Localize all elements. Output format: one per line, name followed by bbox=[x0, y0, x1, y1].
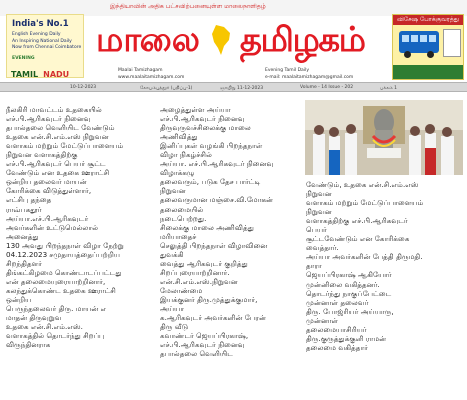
masthead bbox=[0, 0, 467, 95]
article-line: எட்சிபு தந்தை bbox=[6, 195, 52, 205]
article-line: சிறப்புரையாற்றினார். bbox=[160, 267, 230, 277]
article-line: எச்.பி.ஆரிகவுடர் நினைவு bbox=[6, 114, 91, 124]
article-line: செலுத்தி பிறந்தநாள் விழாவினை bbox=[160, 240, 268, 250]
article-line: வளாகத்திற்கு எச்.பி.ஆரிகவுடர் bbox=[306, 216, 408, 226]
article-line: அணிவித்து bbox=[160, 132, 198, 142]
article-line: கலந்துக்கொண்ட உதகை ஊராட்சி bbox=[6, 285, 116, 295]
bus-icon bbox=[399, 31, 439, 53]
article-line: திரு.குருத்துக்குளி ராமன் bbox=[306, 333, 387, 343]
left-ad-line: An Inspiring National Daily bbox=[12, 39, 72, 44]
article-line: தலைமையில் bbox=[160, 204, 204, 214]
article-line: அய்யா அவர்களின் பேத்தி திருமதி. bbox=[306, 252, 423, 262]
article-line: வைத்தார். bbox=[306, 243, 339, 253]
article-line: வளாகம் மற்றும் மேட்டுப்பாளையம் bbox=[6, 141, 124, 151]
masthead-info: Maalai Tamizhagam bbox=[118, 68, 163, 73]
article-line: தலைவரும், படுக தேச பார்ட்டி bbox=[160, 177, 261, 187]
article-line: 130 அவது பிறந்தநாள் விழா நேற்று bbox=[6, 240, 124, 250]
article-line: உதகை என்.சி.எம்.எஸ் நிறுவன bbox=[6, 132, 109, 142]
article-line: பெருந்தலைவர் திரு. மாயன் எ bbox=[6, 304, 107, 314]
article-line: ஒன்றிய தலைவர் மாயன் bbox=[6, 177, 87, 187]
date-bar-item: பக்கம் 1 bbox=[380, 86, 398, 91]
masthead-email: e-mail: maalaitamizhagam@gmail.com bbox=[265, 75, 354, 80]
article-line: முன்னாள் தலைவர் bbox=[306, 297, 369, 307]
article-line: இயக்குனர் திரு.முத்துக்குமார், bbox=[160, 294, 258, 304]
left-advertisement bbox=[6, 14, 84, 78]
article-line: ஒன்றிய bbox=[6, 294, 32, 304]
right-ad-card bbox=[443, 29, 461, 57]
event-photo bbox=[305, 100, 463, 175]
article-line: அழைத்துள்ள அய்யா bbox=[160, 105, 231, 114]
article-column-3 bbox=[306, 180, 423, 352]
logo-word-left: மாலை bbox=[96, 20, 199, 60]
left-ad-brand-part2: NADU bbox=[43, 70, 70, 79]
article-line: திங்கட்கிழமை கொண்டாடப்பட்டது bbox=[6, 267, 122, 277]
article-line: எச்.பி.ஆரிகவுடர் பெயர் சூட்ட bbox=[6, 159, 106, 169]
date-bar-item: ஞாயிறு 11-12-2023 bbox=[220, 86, 264, 91]
top-strip-text: இந்தியாவின் அதிக பட்சவிற்பனையுள்ள மாலைநாளிதழ் bbox=[110, 3, 266, 10]
left-ad-evening: EVENING bbox=[12, 56, 35, 61]
date-bar-item: கோயம்புத்தூர் (பதிப்பு-1) bbox=[140, 86, 193, 91]
article-column-1 bbox=[6, 105, 124, 349]
article-line: சிறந்திதளர் bbox=[6, 258, 42, 268]
article-line: அவர்களின் உட்டுமெல்லால் bbox=[6, 222, 99, 232]
article-line: அய்யா.எச்.பி.ஆரிகவுடர் bbox=[6, 213, 89, 223]
article-line: ஜெயப்பிரகாஷ் ஆகியோர் bbox=[306, 270, 392, 280]
article-line: எச்.பி.ஆரிகவுடர் நினைவு bbox=[160, 114, 245, 124]
article-line: நிறுவன bbox=[306, 189, 332, 199]
article-line: மேலாண்மை bbox=[160, 285, 203, 295]
article-line: விழாக்கழு bbox=[160, 168, 195, 178]
article-line: வளாகம் மற்றும் மேட்டுப்பாளையம் bbox=[306, 198, 424, 208]
newspaper-logo bbox=[96, 18, 365, 64]
article-line: கோரிக்கை விடுத்துள்ளார், bbox=[6, 186, 92, 196]
article-line: வைத்து ஆரிகவுடர் குறித்து bbox=[160, 258, 248, 268]
article-line: தொடர்ந்து நாகுப்பேட்டை bbox=[306, 288, 392, 298]
event-photo-image bbox=[305, 100, 463, 175]
left-ad-line: Now from Chennai Coimbatore bbox=[12, 45, 82, 50]
left-ad-line: English Evening Daily bbox=[12, 32, 61, 37]
masthead-website: www.maalaitamizhagam.com bbox=[118, 75, 185, 80]
date-bar-item: 10-12-2023 bbox=[70, 85, 97, 90]
article-line: விழா நிகழ்ச்சில் bbox=[160, 150, 212, 160]
article-line: நிறுவன bbox=[160, 186, 186, 196]
article-line: அய்யா. எச்.பி.ஆரிகவுடர் நினைவு bbox=[160, 159, 274, 169]
article-line: தலைவருமான மஞ்சை.வி.மோகன் bbox=[160, 195, 274, 205]
article-line: மாதன் திருவுறுவ bbox=[6, 313, 62, 323]
article-line: மரியாதைச் bbox=[160, 231, 197, 241]
article-line: விருந்தினராக bbox=[6, 340, 51, 350]
article-line: நீலகிரி மாவட்டம் உதகையில் bbox=[6, 105, 102, 114]
bus-wheel-icon bbox=[427, 51, 434, 58]
article-line: எச்.பி.ஆரிகவுடர் நினைவு bbox=[160, 340, 245, 350]
article-line: திரு வீடு bbox=[160, 322, 189, 332]
left-ad-title: India's No.1 bbox=[12, 19, 69, 29]
article-line: பெயர் bbox=[306, 225, 327, 235]
left-ad-brand bbox=[11, 62, 81, 79]
article-line: அனைத்து bbox=[6, 231, 39, 241]
article-line: முன்னாள் bbox=[306, 315, 339, 325]
right-ad-header: விசேஷ போக்குவரத்து bbox=[393, 15, 463, 25]
article-line: வேண்டும், உதகை என்.சி.எம்.எஸ் bbox=[306, 180, 419, 189]
article-line: அய்யா bbox=[160, 304, 185, 314]
article-line: தபால்தலை வெளியிட bbox=[160, 349, 234, 359]
article-line: திருவுருவச்சிலைக்கு மாலை bbox=[160, 123, 251, 133]
article-line: தாரா bbox=[306, 261, 322, 271]
article-line: க.ஆரிகவுடர் அவர்களின் பேரன் bbox=[160, 313, 266, 323]
article-line: நிறுவன bbox=[306, 207, 332, 217]
masthead-info: Evening Tamil Daily bbox=[265, 68, 309, 73]
left-ad-brand-part1: TAMIL bbox=[11, 70, 39, 79]
date-bar bbox=[0, 82, 467, 92]
article-line: கவாண்டர் ஜெயப்பிரகாஷ், bbox=[160, 331, 249, 341]
article-line: நிறுவன வளாகத்திற்கு bbox=[6, 150, 78, 160]
right-advertisement bbox=[392, 14, 464, 80]
article-line: 04.12.2023 சமுதாயத்தைப்பற்றிய bbox=[6, 249, 121, 259]
article-line: தபால்தலை வெளியிட வேண்டும் bbox=[6, 123, 115, 133]
article-line: உதகை என்.சி.எம்.எஸ். bbox=[6, 322, 83, 332]
article-line: துவக்கி bbox=[160, 249, 184, 259]
article-line: வேண்டும் என உதகை ஊராட்சி bbox=[6, 168, 110, 178]
date-bar-item: Volume - 14 Issue - 202 bbox=[300, 85, 354, 90]
logo-word-right: தமிழகம் bbox=[239, 20, 365, 60]
article-line: என்.சி.எம்.எஸ்.நிறுவன bbox=[160, 276, 238, 286]
article-line: இனிப்புகள் வழங்கி பிறந்தநாள் bbox=[160, 141, 263, 151]
article-line: ராவ்பகதூர் bbox=[6, 204, 42, 214]
article-line: நடைபெற்றது. bbox=[160, 213, 207, 223]
article-line: திரு. போஜ்ரியர் அய்யாரு, bbox=[306, 306, 394, 316]
article-line: தலைமை வகித்தார் bbox=[306, 342, 368, 352]
article-line: என் தலைமையுரையாற்றினார், bbox=[6, 276, 106, 286]
right-ad-footer bbox=[393, 65, 463, 79]
article-line: தலைமையாசிரியர் bbox=[306, 324, 367, 334]
article-line: வளாகத்தில் தொடர்ந்து சிறப்பு bbox=[6, 331, 105, 341]
article-line: முன்னிலை வகித்தனர். bbox=[306, 279, 380, 289]
article-line: சிலைக்கு மாலை அணிவித்து bbox=[160, 222, 254, 232]
bus-wheel-icon bbox=[404, 51, 411, 58]
tamilnadu-map-icon bbox=[210, 24, 232, 56]
article-line: சூட்டவேண்டும் என கோரிக்கை bbox=[306, 234, 410, 244]
article-column-2 bbox=[160, 105, 273, 358]
